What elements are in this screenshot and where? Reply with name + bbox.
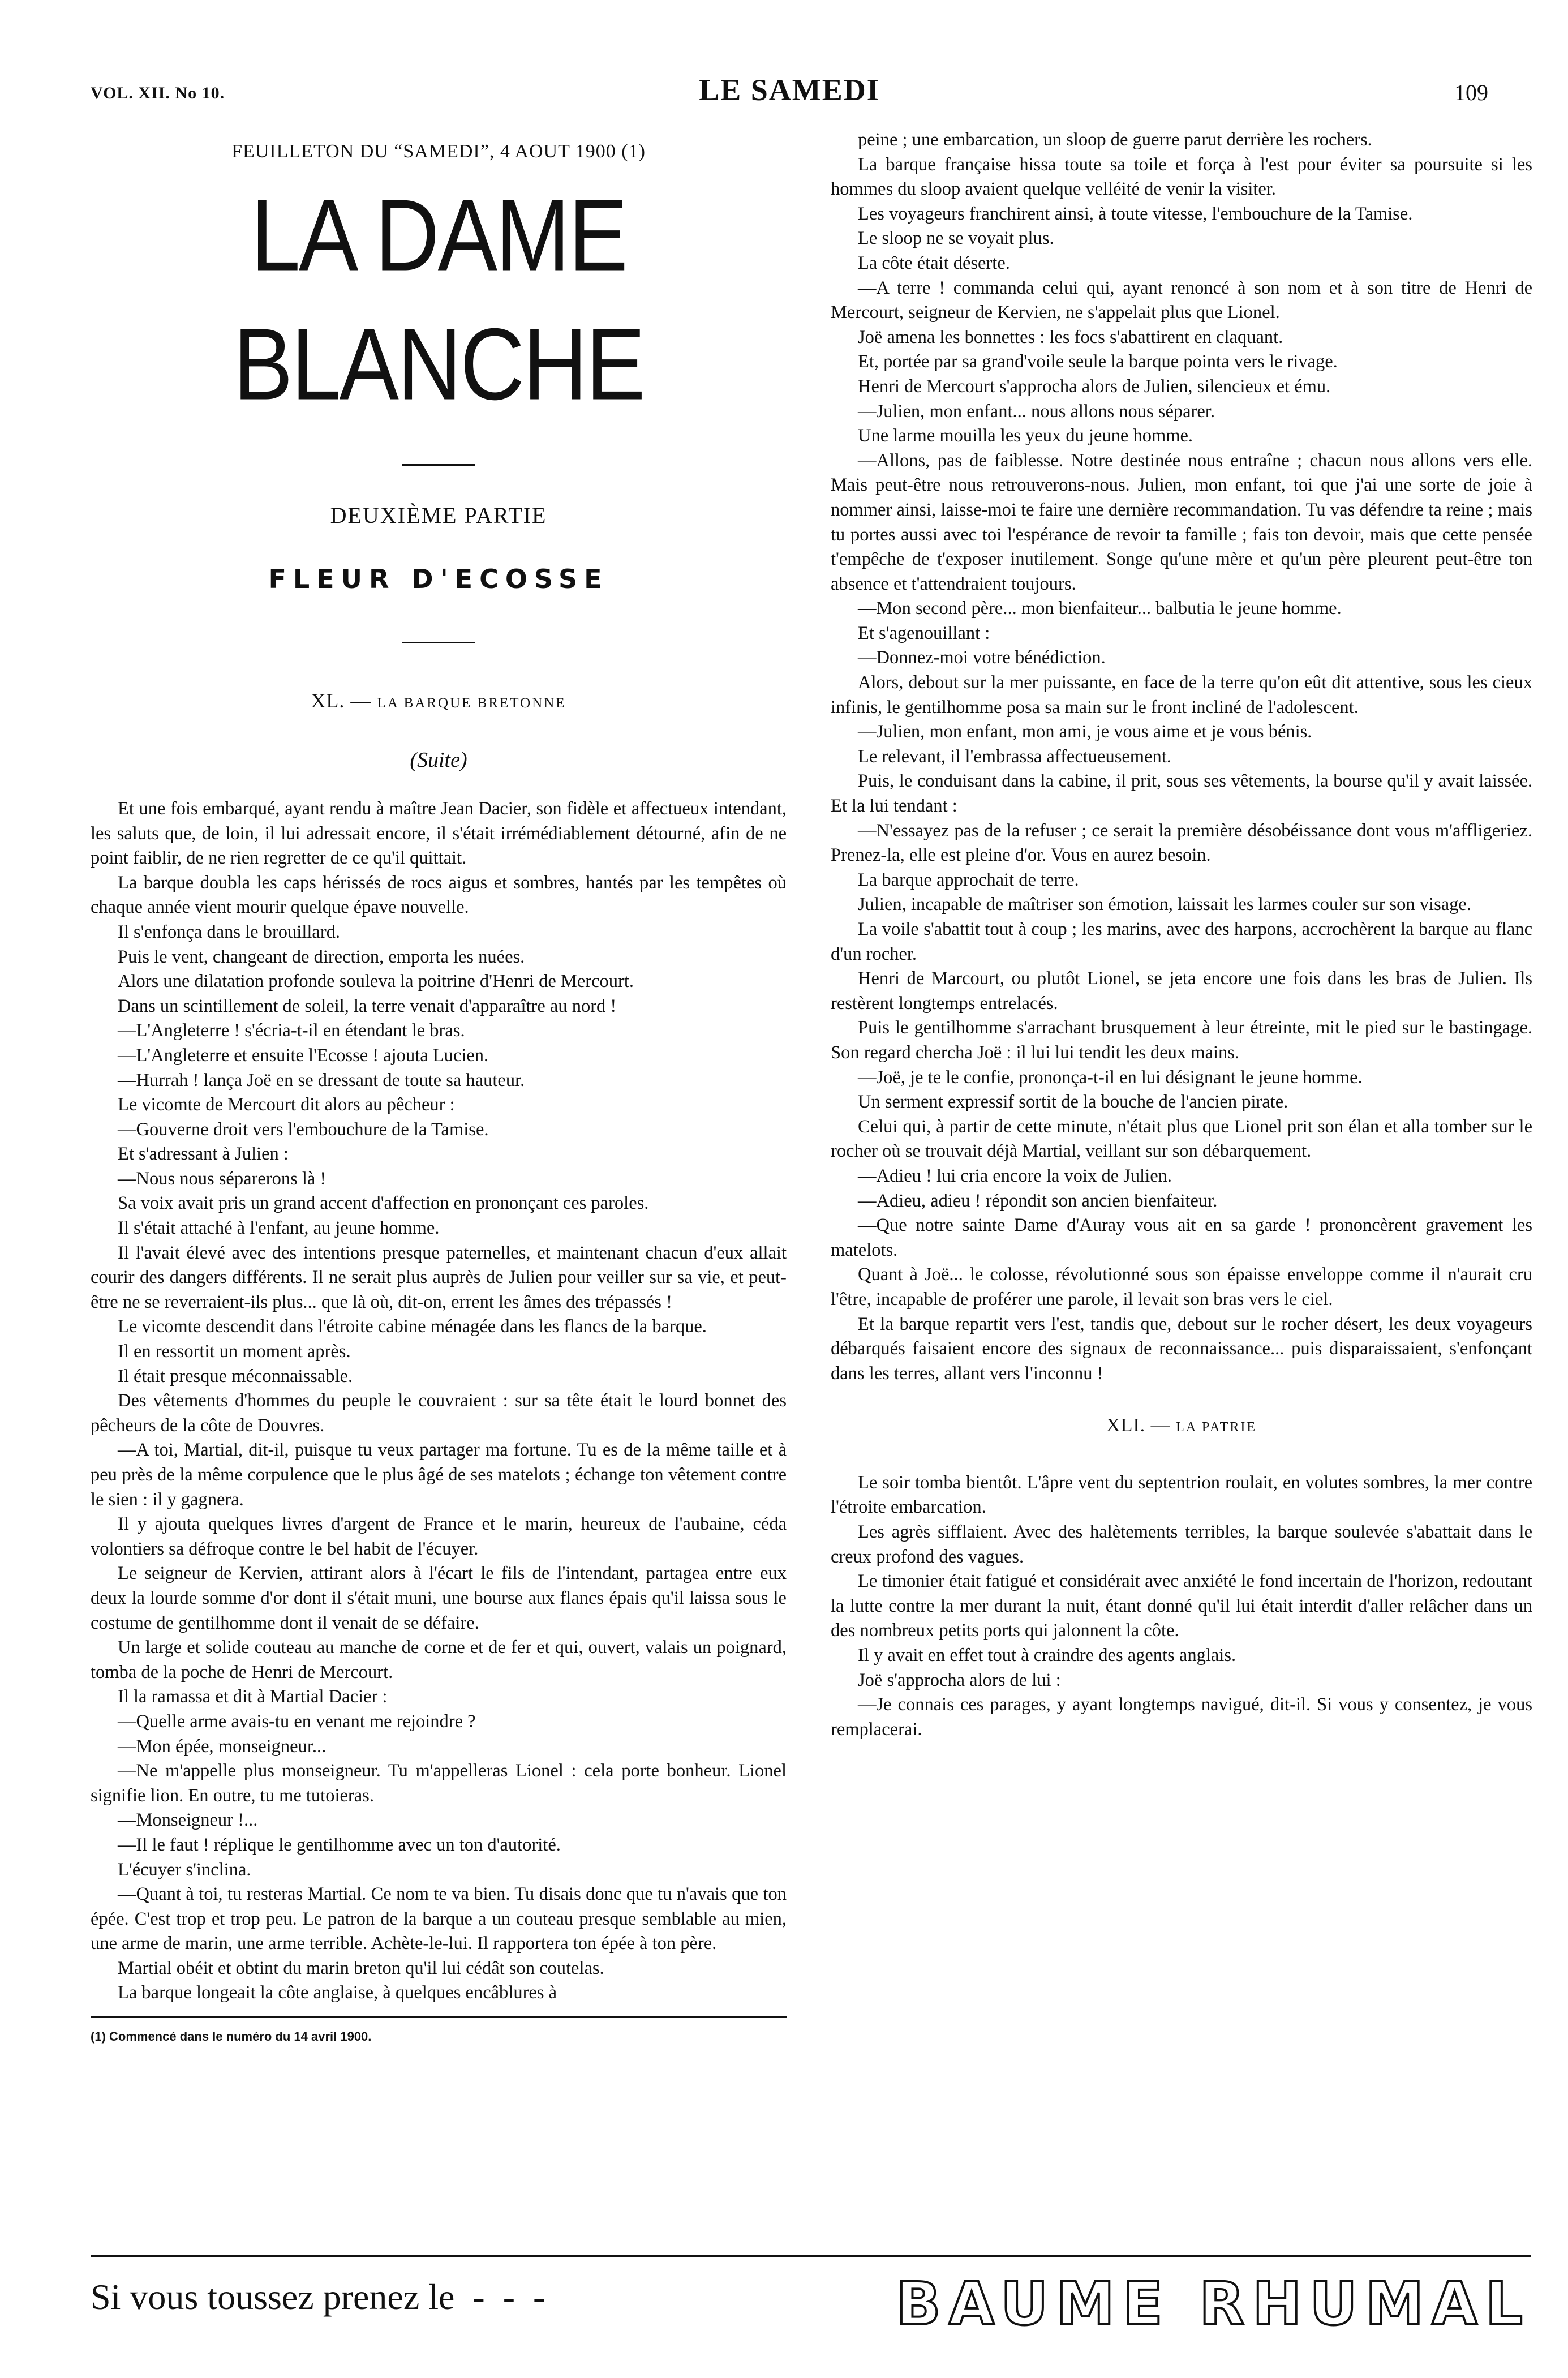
paragraph: —Quant à toi, tu resteras Martial. Ce nom te va bien. Tu disais donc que tu n'avais que ton épée. C'est trop et trop peu. Le patron de la barque a un couteau presque semblable au mien, une arme de marin, une arme terrible. Achète-le-lui. Il rapportera ton épée à ton père.	[91, 1884, 787, 1954]
paragraph: —Que notre sainte Dame d'Auray vous ait en sa garde ! prononcèrent gravement les matelots.	[831, 1215, 1532, 1260]
paragraph: —Donnez-moi votre bénédiction.	[858, 647, 1106, 668]
right-column-text-continued	[831, 1471, 1532, 1742]
right-column-text	[831, 128, 1532, 1386]
paragraph: —Mon épée, monseigneur...	[118, 1736, 327, 1757]
paragraph: —A terre ! commanda celui qui, ayant renoncé à son nom et à son titre de Henri de Mercourt, seigneur de Kervien, ne s'appelait plus que Lionel.	[831, 277, 1532, 323]
divider	[402, 642, 475, 643]
paragraph: Le soir tomba bientôt. L'âpre vent du septentrion roulait, en volutes sombres, la mer contre l'étroite embarcation.	[831, 1472, 1532, 1518]
paragraph: —Hurrah ! lança Joë en se dressant de toute sa hauteur.	[118, 1070, 525, 1091]
footnote: (1) Commencé dans le numéro du 14 avril 1900.	[91, 2029, 372, 2044]
page-header	[91, 72, 1488, 109]
right-column	[831, 128, 1532, 1742]
paragraph: —L'Angleterre et ensuite l'Ecosse ! ajouta Lucien.	[118, 1045, 489, 1066]
paragraph: Il s'enfonça dans le brouillard.	[118, 921, 341, 942]
paragraph: Les agrès sifflaient. Avec des halètements terribles, la barque soulevée s'abattait dans le creux profond des vagues.	[831, 1522, 1532, 1567]
paragraph: Julien, incapable de maîtriser son émotion, laissait les larmes couler sur son visage.	[858, 894, 1471, 915]
paragraph: Il l'avait élevé avec des intentions presque paternelles, et maintenant chacun d'eux allait courir des dangers différents. Il ne serait plus auprès de Julien pour veiller sur sa vie, et peut-être ne se reverraient-ils plus... que là où, dit-on, errent les âmes des trépassés !	[91, 1242, 787, 1312]
advertisement-divider	[91, 2255, 1531, 2257]
chapter-heading	[91, 689, 787, 716]
advertisement-slogan: Si vous toussez prenez le - - -	[91, 2277, 545, 2317]
paragraph: Henri de Marcourt, ou plutôt Lionel, se jeta encore une fois dans les bras de Julien. Ils restèrent longtemps entrelacés.	[831, 968, 1532, 1014]
journal-title: LE SAMEDI	[699, 73, 880, 107]
paragraph: Puis le vent, changeant de direction, emporta les nuées.	[118, 946, 525, 967]
paragraph: —A toi, Martial, dit-il, puisque tu veux partager ma fortune. Tu es de la même taille et à peu près de la même corpulence que le plus âgé de ses matelots ; échange ton vêtement contre le sien : il y gagnera.	[91, 1440, 787, 1510]
paragraph: La barque approchait de terre.	[858, 869, 1079, 890]
paragraph: —Je connais ces parages, y ayant longtemps navigué, dit-il. Si vous y consentez, je vous remplacerai.	[831, 1694, 1532, 1740]
paragraph: —Adieu ! lui cria encore la voix de Julien.	[858, 1165, 1172, 1186]
paragraph: Le vicomte descendit dans l'étroite cabine ménagée dans les flancs de la barque.	[118, 1316, 707, 1337]
paragraph: —Il le faut ! réplique le gentilhomme avec un ton d'autorité.	[118, 1834, 561, 1855]
paragraph: Celui qui, à partir de cette minute, n'était plus que Lionel prit son élan et alla tomber sur le rocher où se trouvait déjà Martial, veillant sur son débarquement.	[831, 1116, 1532, 1162]
paragraph: Le timonier était fatigué et considérait avec anxiété le fond incertain de l'horizon, redoutant la lutte contre la mer durant la nuit, étant donné qu'il lui était interdit d'aller relâcher dans un des nombreux petits ports qui jalonnent la côte.	[831, 1571, 1532, 1641]
paragraph: Il y avait en effet tout à craindre des agents anglais.	[858, 1645, 1236, 1666]
paragraph: Il la ramassa et dit à Martial Dacier :	[118, 1686, 388, 1707]
paragraph: Le relevant, il l'embrassa affectueusement.	[858, 746, 1171, 767]
paragraph: Et la barque repartit vers l'est, tandis que, debout sur le rocher désert, les deux voyageurs débarqués faisaient encore des signaux de reconnaissance... puis disparaissaient, s'enfonçant dans les terres, allant vers l'inconnu !	[831, 1314, 1532, 1384]
paragraph: Et une fois embarqué, ayant rendu à maître Jean Dacier, son fidèle et affectueux intendant, les saluts que, de loin, il lui adressait encore, il s'était irrémédiablement détourné, afin de ne point faiblir, de ne rien regretter de ce qu'il quittait.	[91, 798, 787, 869]
part-heading: DEUXIÈME PARTIE	[330, 502, 547, 528]
paragraph: Il en ressortit un moment après.	[118, 1341, 351, 1362]
paragraph: Il était presque méconnaissable.	[118, 1366, 353, 1387]
paragraph: —L'Angleterre ! s'écria-t-il en étendant le bras.	[118, 1020, 465, 1041]
paragraph: Il y ajouta quelques livres d'argent de France et le marin, heureux de l'aubaine, céda volontiers sa défroque contre le bel habit de l'écuyer.	[91, 1514, 787, 1559]
paragraph: —Allons, pas de faiblesse. Notre destinée nous entraîne ; chacun nous allons vers elle. Mais peut-être nous retrouverons-nous. Julien, mon enfant, toi que j'ai une sorte de joie à nommer ainsi, laisse-moi te faire une dernière recommandation. Tu vas défendre ta reine ; mais tu portes aussi avec toi l'espérance de revoir ta famille ; fais ton devoir, mais que cette pensée t'empêche de t'exposer inutilement. Songe qu'une mère et qu'un père pleurent peut-être ton absence et t'attendraient toujours.	[831, 450, 1532, 594]
paragraph: Le vicomte de Mercourt dit alors au pêcheur :	[118, 1094, 455, 1115]
paragraph: —Monseigneur !...	[118, 1810, 258, 1831]
paragraph: —Gouverne droit vers l'embouchure de la Tamise.	[118, 1119, 489, 1140]
suite-label: (Suite)	[410, 748, 467, 772]
paragraph: La barque doubla les caps hérissés de rocs aigus et sombres, hantés par les tempêtes où chaque année vient mourir quelque épave nouvelle.	[91, 872, 787, 918]
footnote-divider	[91, 2016, 787, 2018]
paragraph: Sa voix avait pris un grand accent d'affection en prononçant ces paroles.	[118, 1193, 649, 1214]
advertisement	[91, 2264, 1531, 2338]
paragraph: La barque longeait la côte anglaise, à quelques encâblures à	[118, 1982, 557, 2003]
paragraph: Le sloop ne se voyait plus.	[858, 228, 1054, 249]
paragraph: Joë amena les bonnettes : les focs s'abattirent en claquant.	[858, 327, 1283, 347]
paragraph: —Mon second père... mon bienfaiteur... balbutia le jeune homme.	[858, 598, 1342, 619]
paragraph: —Adieu, adieu ! répondit son ancien bienfaiteur.	[858, 1190, 1218, 1211]
paragraph: La barque française hissa toute sa toile et força à l'est pour éviter sa poursuite si les hommes du sloop avaient quelque velléité de venir la visiter.	[831, 154, 1532, 200]
feuilleton-heading	[91, 139, 787, 773]
left-column-text	[91, 797, 787, 2006]
left-column	[91, 128, 787, 2049]
paragraph: Martial obéit et obtint du marin breton qu'il lui cédât son coutelas.	[118, 1958, 604, 1978]
paragraph: —Quelle arme avais-tu en venant me rejoindre ?	[118, 1711, 476, 1732]
chapter-heading	[831, 1413, 1532, 1440]
paragraph: —Julien, mon enfant... nous allons nous séparer.	[858, 401, 1215, 422]
paragraph: Un serment expressif sortit de la bouche de l'ancien pirate.	[858, 1092, 1288, 1113]
volume-number: VOL. XII. No 10.	[91, 84, 225, 102]
novel-title: LA DAME BLANCHE	[233, 178, 644, 421]
paragraph: La voile s'abattit tout à coup ; les marins, avec des harpons, accrochèrent la barque au flanc d'un rocher.	[831, 919, 1532, 964]
feuilleton-line: FEUILLETON DU “SAMEDI”, 4 AOUT 1900 (1)	[231, 141, 646, 162]
paragraph: Joë s'approcha alors de lui :	[858, 1669, 1061, 1690]
paragraph: Un large et solide couteau au manche de corne et de fer et qui, ouvert, valais un poignard, tomba de la poche de Henri de Mercourt.	[91, 1637, 787, 1682]
paragraph: Une larme mouilla les yeux du jeune homme.	[858, 426, 1193, 447]
divider	[402, 464, 475, 466]
paragraph: —Julien, mon enfant, mon ami, je vous aime et je vous bénis.	[858, 722, 1312, 742]
paragraph: Des vêtements d'hommes du peuple le couvraient : sur sa tête était le lourd bonnet des pêcheurs de la côte de Douvres.	[91, 1390, 787, 1436]
paragraph: Henri de Mercourt s'approcha alors de Julien, silencieux et ému.	[858, 376, 1331, 397]
chapter-title: LA BARQUE BRETONNE	[377, 695, 566, 711]
part-subtitle: FLEUR D'ECOSSE	[268, 564, 609, 595]
paragraph: Et s'agenouillant :	[858, 623, 990, 643]
paragraph: Alors une dilatation profonde souleva la poitrine d'Henri de Mercourt.	[118, 971, 634, 992]
paragraph: Les voyageurs franchirent ainsi, à toute vitesse, l'embouchure de la Tamise.	[858, 203, 1413, 224]
paragraph: Il s'était attaché à l'enfant, au jeune homme.	[118, 1218, 440, 1239]
paragraph: Et, portée par sa grand'voile seule la barque pointa vers le rivage.	[858, 351, 1338, 372]
chapter-title: LA PATRIE	[1176, 1420, 1257, 1435]
chapter-number: XLI. —	[1106, 1415, 1171, 1436]
paragraph: Quant à Joë... le colosse, révolutionné sous son épaisse enveloppe comme il n'aurait cru l'être, incapable de proférer une parole, il levait son bras vers le ciel.	[831, 1264, 1532, 1310]
paragraph: —N'essayez pas de la refuser ; ce serait la première désobéissance dont vous m'affligeriez. Prenez-la, elle est pleine d'or. Vous en aurez besoin.	[831, 820, 1532, 866]
paragraph: Alors, debout sur la mer puissante, en face de la terre qu'on eût dit attentive, sous les cieux infinis, le gentilhomme posa sa main sur le front incliné de l'adolescent.	[831, 672, 1532, 718]
paragraph: Le seigneur de Kervien, attirant alors à l'écart le fils de l'intendant, partagea entre eux deux la lourde somme d'or dont il s'était muni, une bourse aux flancs épais qu'il laissa sous le costume de gentilhomme dont il venait de se défaire.	[91, 1563, 787, 1633]
paragraph: Puis, le conduisant dans la cabine, il prit, sous ses vêtements, la bourse qu'il y avait laissée. Et la lui tendant :	[831, 771, 1532, 817]
paragraph: Dans un scintillement de soleil, la terre venait d'apparaître au nord !	[118, 995, 617, 1016]
paragraph: —Joë, je te le confie, prononça-t-il en lui désignant le jeune homme.	[858, 1067, 1363, 1088]
paragraph: Et s'adressant à Julien :	[118, 1144, 289, 1165]
paragraph: L'écuyer s'inclina.	[118, 1859, 251, 1880]
paragraph: La côte était déserte.	[858, 252, 1010, 273]
paragraph: —Nous nous séparerons là !	[118, 1168, 327, 1189]
paragraph: —Ne m'appelle plus monseigneur. Tu m'appelleras Lionel : cela porte bonheur. Lionel signifie lion. En outre, tu me tutoieras.	[91, 1761, 787, 1806]
paragraph: Puis le gentilhomme s'arrachant brusquement à leur étreinte, mit le pied sur le bastingage. Son regard chercha Joë : il lui lui tendit les deux mains.	[831, 1018, 1532, 1063]
advertisement-brand: BAUME RHUMAL	[896, 2269, 1531, 2338]
page-number: 109	[1454, 80, 1488, 105]
chapter-number: XL. —	[311, 689, 372, 712]
paragraph: peine ; une embarcation, un sloop de guerre parut derrière les rochers.	[858, 130, 1372, 150]
